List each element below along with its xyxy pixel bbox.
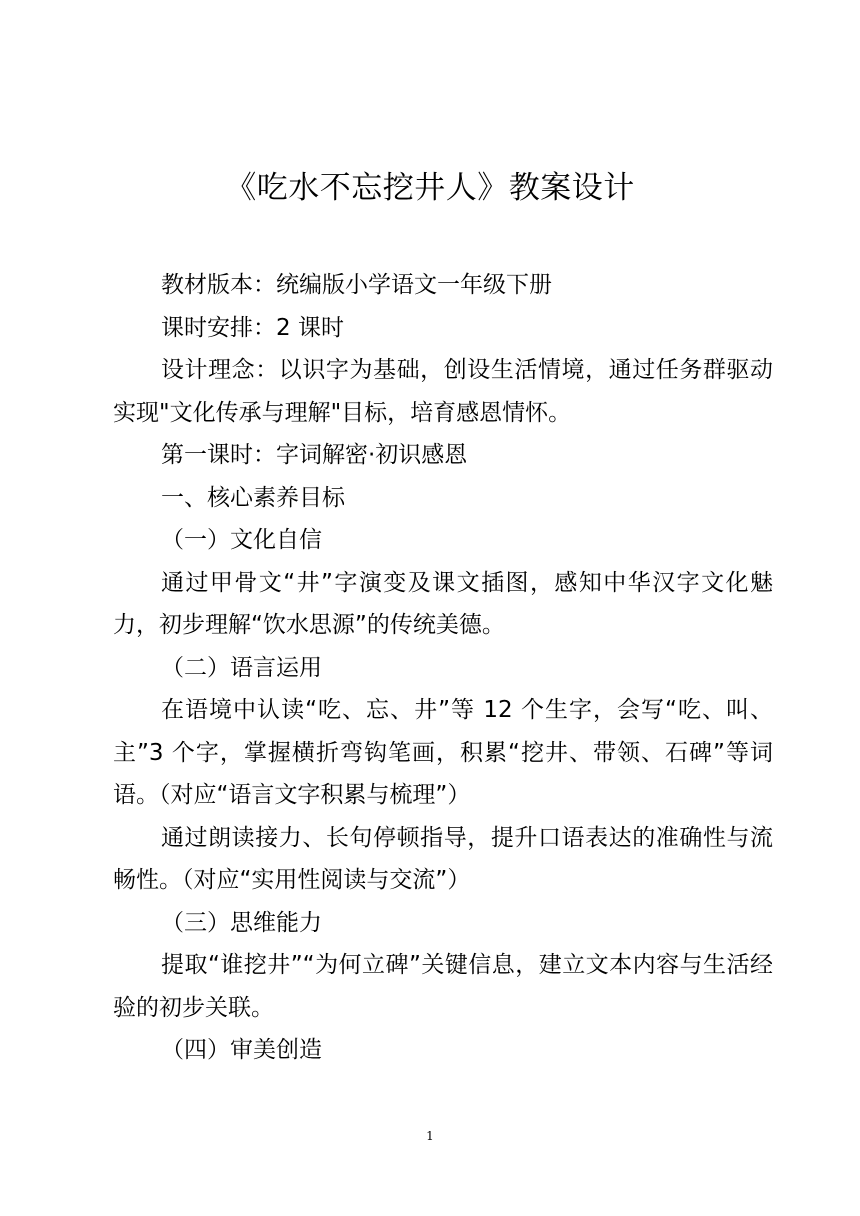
document-body xyxy=(113,264,773,1072)
paragraph-thinking: 提取“谁挖井”“为何立碑”关键信息，建立文本内容与生活经验的初步关联。 xyxy=(113,952,773,1021)
paragraph-textbook-version: 教材版本：统编版小学语文一年级下册 xyxy=(161,272,552,298)
paragraph-cultural-confidence: 通过甲骨文“井”字演变及课文插图，感知中华汉字文化魅力，初步理解“饮水思源”的传统美德。 xyxy=(113,569,773,638)
paragraph-section-heading: 一、核心素养目标 xyxy=(161,484,345,511)
paragraph-subheading-thinking: （三）思维能力 xyxy=(161,909,322,936)
paragraph-subheading-language-use: （二）语言运用 xyxy=(161,654,322,681)
document-title: 《吃水不忘挖井人》教案设计 xyxy=(225,170,635,206)
paragraph-language-use-2: 通过朗读接力、长句停顿指导，提升口语表达的准确性与流畅性。（对应“实用性阅读与交流”） xyxy=(113,824,773,893)
paragraph-first-lesson-heading: 第一课时：字词解密·初识感恩 xyxy=(161,442,468,468)
paragraph-design-concept: 设计理念：以识字为基础，创设生活情境，通过任务群驱动实现"文化传承与理解"目标，培育感恩情怀。 xyxy=(113,357,773,426)
page-number: 1 xyxy=(426,1129,434,1143)
paragraph-language-use-1: 在语境中认读“吃、忘、井”等 12 个生字，会写“吃、叫、主”3 个字，掌握横折弯钩笔画，积累“挖井、带领、石碑”等词语。（对应“语言文字积累与梳理”） xyxy=(113,697,773,808)
paragraph-class-schedule: 课时安排：2 课时 xyxy=(161,314,344,341)
paragraph-subheading-cultural-confidence: （一）文化自信 xyxy=(161,527,322,553)
paragraph-subheading-aesthetics: （四）审美创造 xyxy=(161,1037,322,1063)
